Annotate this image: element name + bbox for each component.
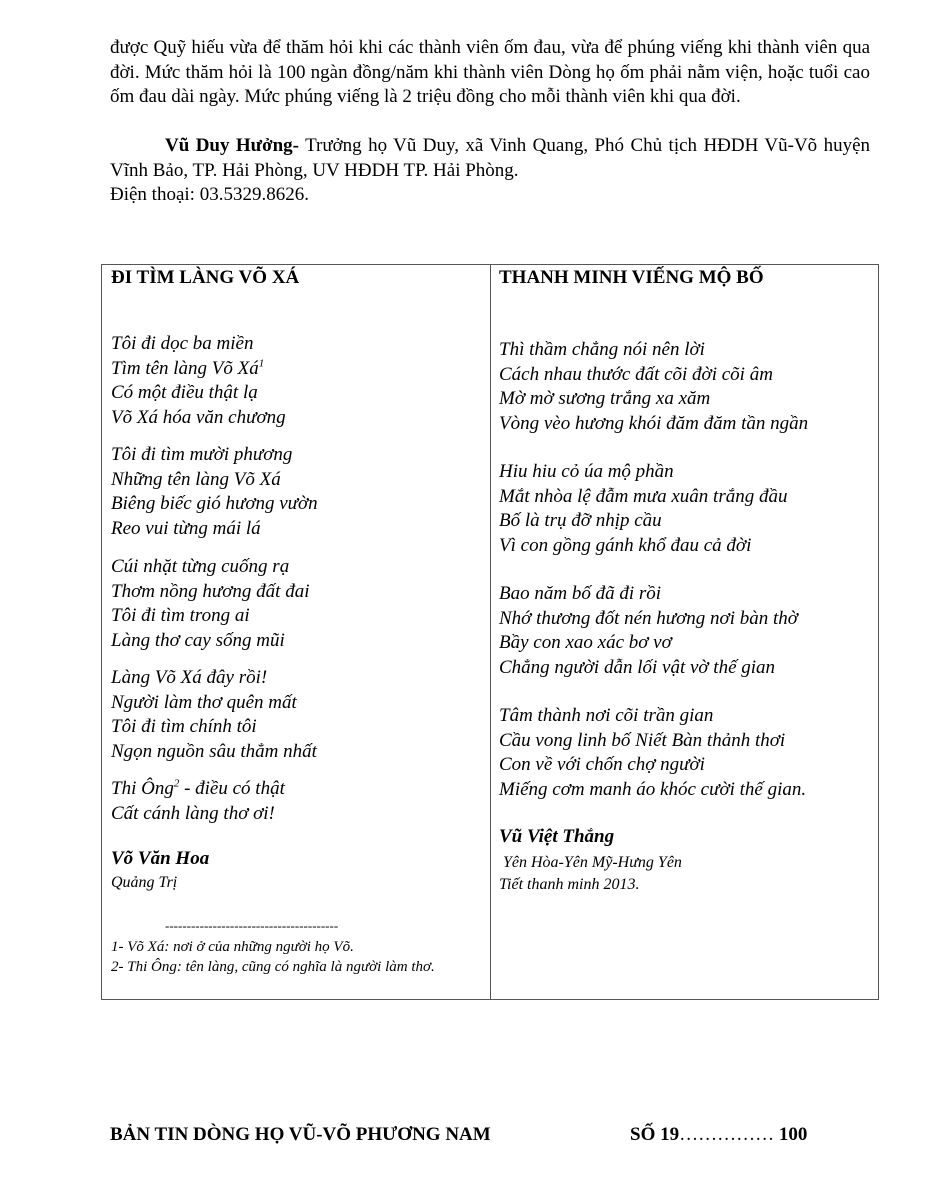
poem-line: Tôi đi tìm mười phương: [111, 444, 293, 465]
poem-line: Reo vui từng mái lá: [111, 517, 261, 539]
poem-line: Thì thầm chẳng nói nên lời: [499, 339, 705, 360]
footnote-2: 2- Thi Ông: tên làng, cũng có nghĩa là người làm thơ.: [111, 959, 435, 975]
poem-left-stanza-4: [111, 666, 317, 764]
contact-text: Trưởng họ Vũ Duy, xã Vinh Quang, Phó Chủ tịch HĐDH Vũ-Võ huyện Vĩnh Bảo, TP. Hải Phòng, UV HĐDH TP. Hải Phòng.: [110, 135, 871, 181]
poem-line: Tâm thành nơi cõi trần gian: [499, 705, 714, 726]
poem-left-stanza-1: [111, 332, 286, 430]
poem-line: Nhớ thương đốt nén hương nơi bàn thờ: [499, 607, 798, 629]
contact-name: Vũ Duy Hưởng-: [165, 135, 299, 156]
poem-line: Làng Võ Xá đây rồi!: [111, 667, 268, 688]
poem-line: Thơm nồng hương đất đai: [111, 580, 310, 602]
poem-line: Bao năm bố đã đi rồi: [499, 583, 662, 604]
footnote-ref: 2: [173, 777, 180, 790]
poem-line: Chẳng người dẫn lối vật vờ thế gian: [499, 656, 776, 678]
poem-line: Tôi đi tìm trong ai: [111, 605, 250, 626]
poem-right-place: [499, 852, 682, 896]
poem-left-stanza-3: [111, 555, 310, 653]
poem-line: Tìm tên làng Võ $Xá^1$: [111, 357, 265, 379]
poem-line: Những tên làng Võ Xá: [111, 468, 281, 490]
footnote-1: 1- Võ Xá: nơi ở của những người họ Võ.: [111, 939, 354, 955]
page-number: 100: [778, 1124, 808, 1145]
poem-line: Con về với chốn chợ người: [499, 754, 705, 775]
poem-left-author: Võ Văn Hoa: [111, 848, 210, 869]
poem-line: Bầy con xao xác bơ vơ: [499, 632, 672, 653]
poem-line: Cầu vong linh bố Niết Bàn thảnh thơi: [499, 729, 786, 751]
poem-line: Cúi nhặt từng cuống rạ: [111, 556, 290, 577]
footer-title: BẢN TIN DÒNG HỌ VŨ-VÕ PHƯƠNG NAM: [110, 1124, 491, 1145]
column-divider: [490, 265, 491, 999]
poem-line: Miếng cơm manh áo khóc cười thế gian.: [499, 778, 807, 800]
footnote-ref: 1: [258, 357, 265, 370]
poem-right-title: THANH MINH VIẾNG MỘ BỐ: [499, 267, 764, 288]
poem-line: Làng thơ cay sống mũi: [111, 629, 285, 651]
poem-left-title: ĐI TÌM LÀNG VÕ XÁ: [111, 267, 300, 288]
poem-line: Tôi đi tìm chính tôi: [111, 716, 257, 737]
contact-phone: Điện thoại: 03.5329.8626.: [110, 184, 309, 205]
poem-line: Người làm thơ quên mất: [111, 691, 297, 713]
poem-right-stanza-1: [499, 338, 808, 436]
poem-right-stanza-2: [499, 460, 787, 558]
poems-table: [101, 264, 879, 1000]
poem-line: Tôi đi dọc ba miền: [111, 333, 254, 354]
poem-line: Cách nhau thước đất cõi đời cõi âm: [499, 363, 773, 385]
footnote-separator: ----------------------------------------: [165, 918, 339, 933]
poem-right-place-line: Yên Hòa-Yên Mỹ-Hưng Yên: [499, 854, 682, 871]
poem-left-place: Quảng Trị: [111, 874, 178, 891]
poem-line: Có một điều thật lạ: [111, 382, 258, 403]
poem-line: Vì con gồng gánh khổ đau cả đời: [499, 534, 752, 556]
poem-line: Mắt nhòa lệ đẫm mưa xuân trắng đầu: [499, 485, 788, 507]
poem-right-author: Vũ Việt Thắng: [499, 826, 615, 847]
footnotes: [111, 937, 481, 977]
poem-right-place-line: Tiết thanh minh 2013.: [499, 876, 640, 893]
issue-dots: ……………: [679, 1124, 775, 1145]
poem-line: Hiu hiu cỏ úa mộ phần: [499, 461, 674, 482]
poem-line: Mờ mờ sương trắng xa xăm: [499, 388, 711, 409]
footer-issue: [630, 1124, 807, 1146]
poem-line: Bố là trụ đỡ nhịp cầu: [499, 510, 662, 531]
poem-line: Vòng vèo hương khói đăm đăm tần ngần: [499, 412, 809, 434]
poem-line: Ngọn nguồn sâu thẳm nhất: [111, 740, 317, 762]
intro-section: [110, 36, 870, 208]
poem-line: Thi Ông$^2$ - điều có thật: [111, 777, 285, 799]
poem-right-stanza-3: [499, 582, 798, 680]
poem-line: Biêng biếc gió hương vườn: [111, 493, 318, 514]
poem-left-stanza-5: [111, 777, 285, 826]
poem-line: Cất cánh làng thơ ơi!: [111, 802, 275, 824]
poem-left-stanza-2: [111, 443, 318, 541]
contact-line: [110, 134, 870, 183]
poem-line: Võ Xá hóa văn chương: [111, 406, 286, 428]
issue-number: SỐ 19: [630, 1124, 680, 1145]
poem-right-stanza-4: [499, 704, 806, 802]
intro-paragraph: được Quỹ hiếu vừa để thăm hỏi khi các thành viên ốm đau, vừa để phúng viếng khi thành viên qua đời. Mức thăm hỏi là 100 ngàn đồng/năm khi thành viên Dòng họ ốm phải nằm viện, hoặc tuổi cao ốm đau dài ngày. Mức phúng viếng là 2 triệu đồng cho mỗi thành viên khi qua đời.: [110, 37, 870, 107]
